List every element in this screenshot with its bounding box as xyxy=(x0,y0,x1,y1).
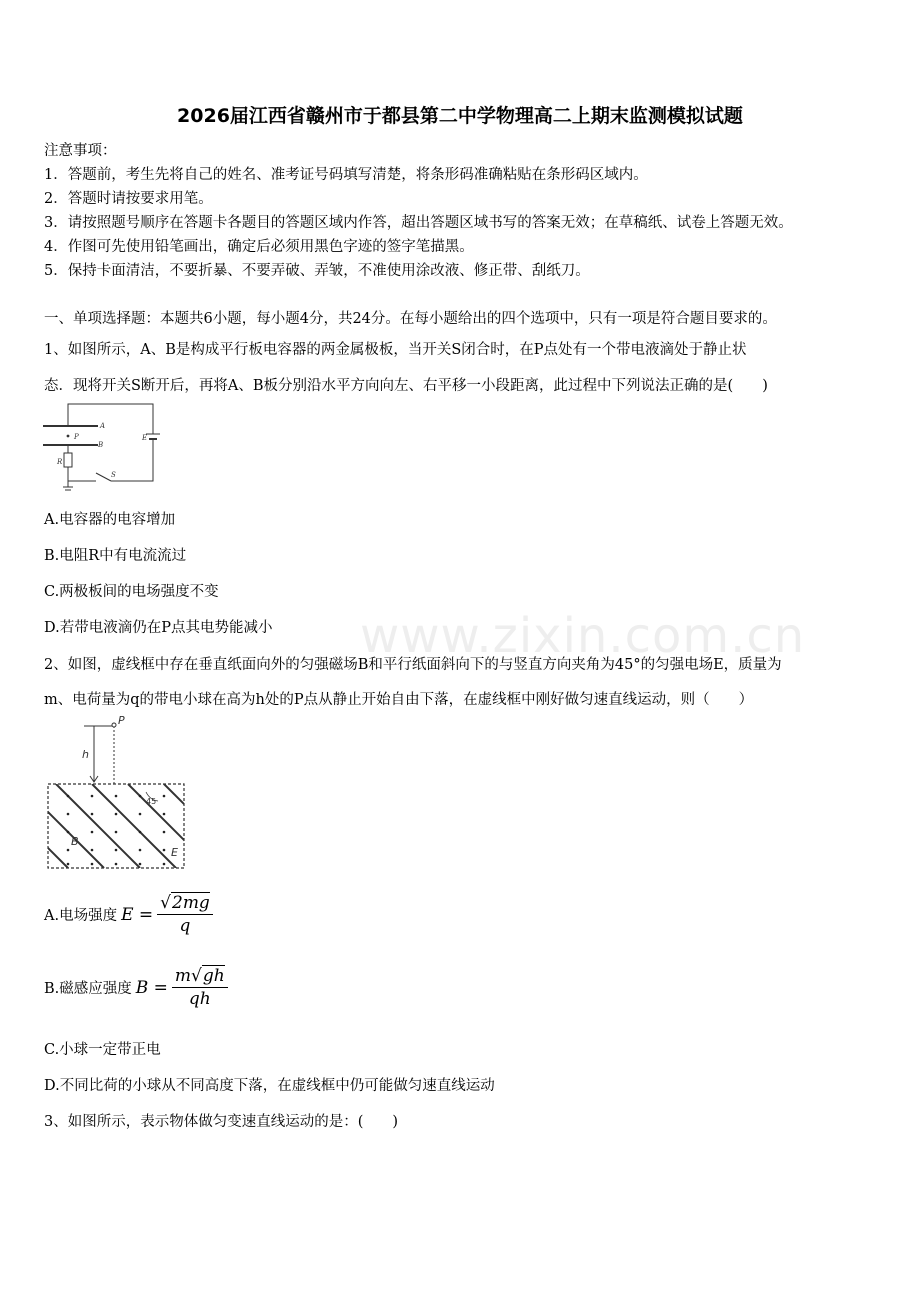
label-h: h xyxy=(82,748,89,761)
q2-option-a-lhs: E = xyxy=(121,904,154,925)
q1-option-d: D.若带电液滴仍在P点其电势能减小 xyxy=(44,620,273,636)
notice-item-3: 3．请按照题号顺序在答题卡各题目的答题区域内作答，超出答题区域书写的答案无效；在草稿纸、试卷上答题无效。 xyxy=(44,215,793,231)
q1-option-c: C.两极板间的电场强度不变 xyxy=(44,584,219,600)
label-e2: E xyxy=(171,846,178,859)
field-dot xyxy=(139,795,142,798)
q2-field-figure xyxy=(44,714,189,874)
label-p2: P xyxy=(118,714,125,727)
field-dot xyxy=(67,813,70,816)
field-dot xyxy=(163,831,166,834)
field-dot xyxy=(115,795,118,798)
notice-item-1: 1．答题前，考生先将自己的姓名、准考证号码填写清楚，将条形码准确粘贴在条形码区域内。 xyxy=(44,167,648,183)
label-e: E xyxy=(142,434,148,442)
label-r: R xyxy=(57,458,63,466)
label-b: B xyxy=(98,441,104,449)
field-dot xyxy=(91,863,94,866)
q1-stem-line2: 态．现将开关S断开后，再将A、B板分别沿水平方向向左、右平移一小段距离，此过程中下列说法正确的是( ) xyxy=(44,378,768,394)
field-dot xyxy=(139,849,142,852)
q2-stem-line1: 2、如图，虚线框中存在垂直纸面向外的匀强磁场B和平行纸面斜向下的与竖直方向夹角为45°的匀强电场E，质量为 xyxy=(44,657,782,673)
field-dot xyxy=(115,863,118,866)
field-dot xyxy=(67,831,70,834)
notice-item-2: 2．答题时请按要求用笔。 xyxy=(44,191,213,207)
q1-circuit-figure xyxy=(40,400,162,495)
page-title: 2026届江西省赣州市于都县第二中学物理高二上期末监测模拟试题 xyxy=(177,105,743,127)
q2-option-a-label: A.电场强度 xyxy=(44,908,118,924)
field-dot xyxy=(91,849,94,852)
field-dot xyxy=(67,795,70,798)
field-dot xyxy=(139,863,142,866)
q1-stem-line1: 1、如图所示，A、B是构成平行板电容器的两金属极板，当开关S闭合时，在P点处有一个带电液滴处于静止状 xyxy=(44,342,747,358)
q2-stem-line2: m、电荷量为q的带电小球在高为h处的P点从静止开始自由下落，在虚线框中刚好做匀速直线运动，则（ ） xyxy=(44,692,754,708)
field-dot xyxy=(115,831,118,834)
field-dot xyxy=(163,795,166,798)
label-p: P xyxy=(74,433,79,441)
field-dot xyxy=(163,813,166,816)
q2-option-a xyxy=(44,893,213,936)
notice-heading: 注意事项： xyxy=(44,143,117,159)
q2-option-b-num-sqrt: gh xyxy=(202,966,225,986)
field-dot xyxy=(67,863,70,866)
q2-option-a-numerator: 2mg xyxy=(172,893,210,913)
notice-item-4: 4．作图可先使用铅笔画出，确定后必须用黑色字迹的签字笔描黑。 xyxy=(44,239,474,255)
q2-option-b-num-m: m xyxy=(174,966,192,986)
field-dot xyxy=(115,849,118,852)
q2-option-d: D.不同比荷的小球从不同高度下落，在虚线框中仍可能做匀速直线运动 xyxy=(44,1078,495,1094)
label-b2: B xyxy=(71,835,79,848)
q2-option-a-fraction: $\frac{√2mg}{q}$ xyxy=(157,893,213,936)
q2-option-b xyxy=(44,966,228,1009)
q2-option-c: C.小球一定带正电 xyxy=(44,1042,161,1058)
field-dot xyxy=(163,849,166,852)
field-dot xyxy=(67,849,70,852)
field-dot xyxy=(115,813,118,816)
field-dot xyxy=(163,863,166,866)
q1-option-a: A.电容器的电容增加 xyxy=(44,512,176,528)
field-dot xyxy=(91,813,94,816)
q1-option-b: B.电阻R中有电流流过 xyxy=(44,548,187,564)
droplet-p-dot xyxy=(67,435,70,438)
q2-option-b-lhs: B = xyxy=(135,977,168,998)
q3-stem-line1: 3、如图所示，表示物体做匀变速直线运动的是：( ) xyxy=(44,1114,399,1130)
q2-option-b-fraction: $\frac{m√gh}{qh}$ xyxy=(172,966,228,1009)
label-s: S xyxy=(111,471,116,479)
field-dot xyxy=(91,831,94,834)
point-p-marker xyxy=(112,723,116,727)
q2-option-a-denominator: q xyxy=(179,916,191,936)
section-heading: 一、单项选择题：本题共6小题，每小题4分，共24分。在每小题给出的四个选项中，只有一项是符合题目要求的。 xyxy=(44,311,777,327)
label-45: 45 xyxy=(146,797,157,806)
field-dot xyxy=(139,813,142,816)
label-a: A xyxy=(100,422,106,430)
notice-item-5: 5．保持卡面清洁，不要折暴、不要弄破、弄皱，不准使用涂改液、修正带、刮纸刀。 xyxy=(44,263,590,279)
q2-option-b-label: B.磁感应强度 xyxy=(44,981,132,997)
watermark: www.zixin.com.cn xyxy=(360,608,806,664)
q2-option-b-denominator: qh xyxy=(188,989,211,1009)
field-dot xyxy=(139,831,142,834)
field-dot xyxy=(91,795,94,798)
